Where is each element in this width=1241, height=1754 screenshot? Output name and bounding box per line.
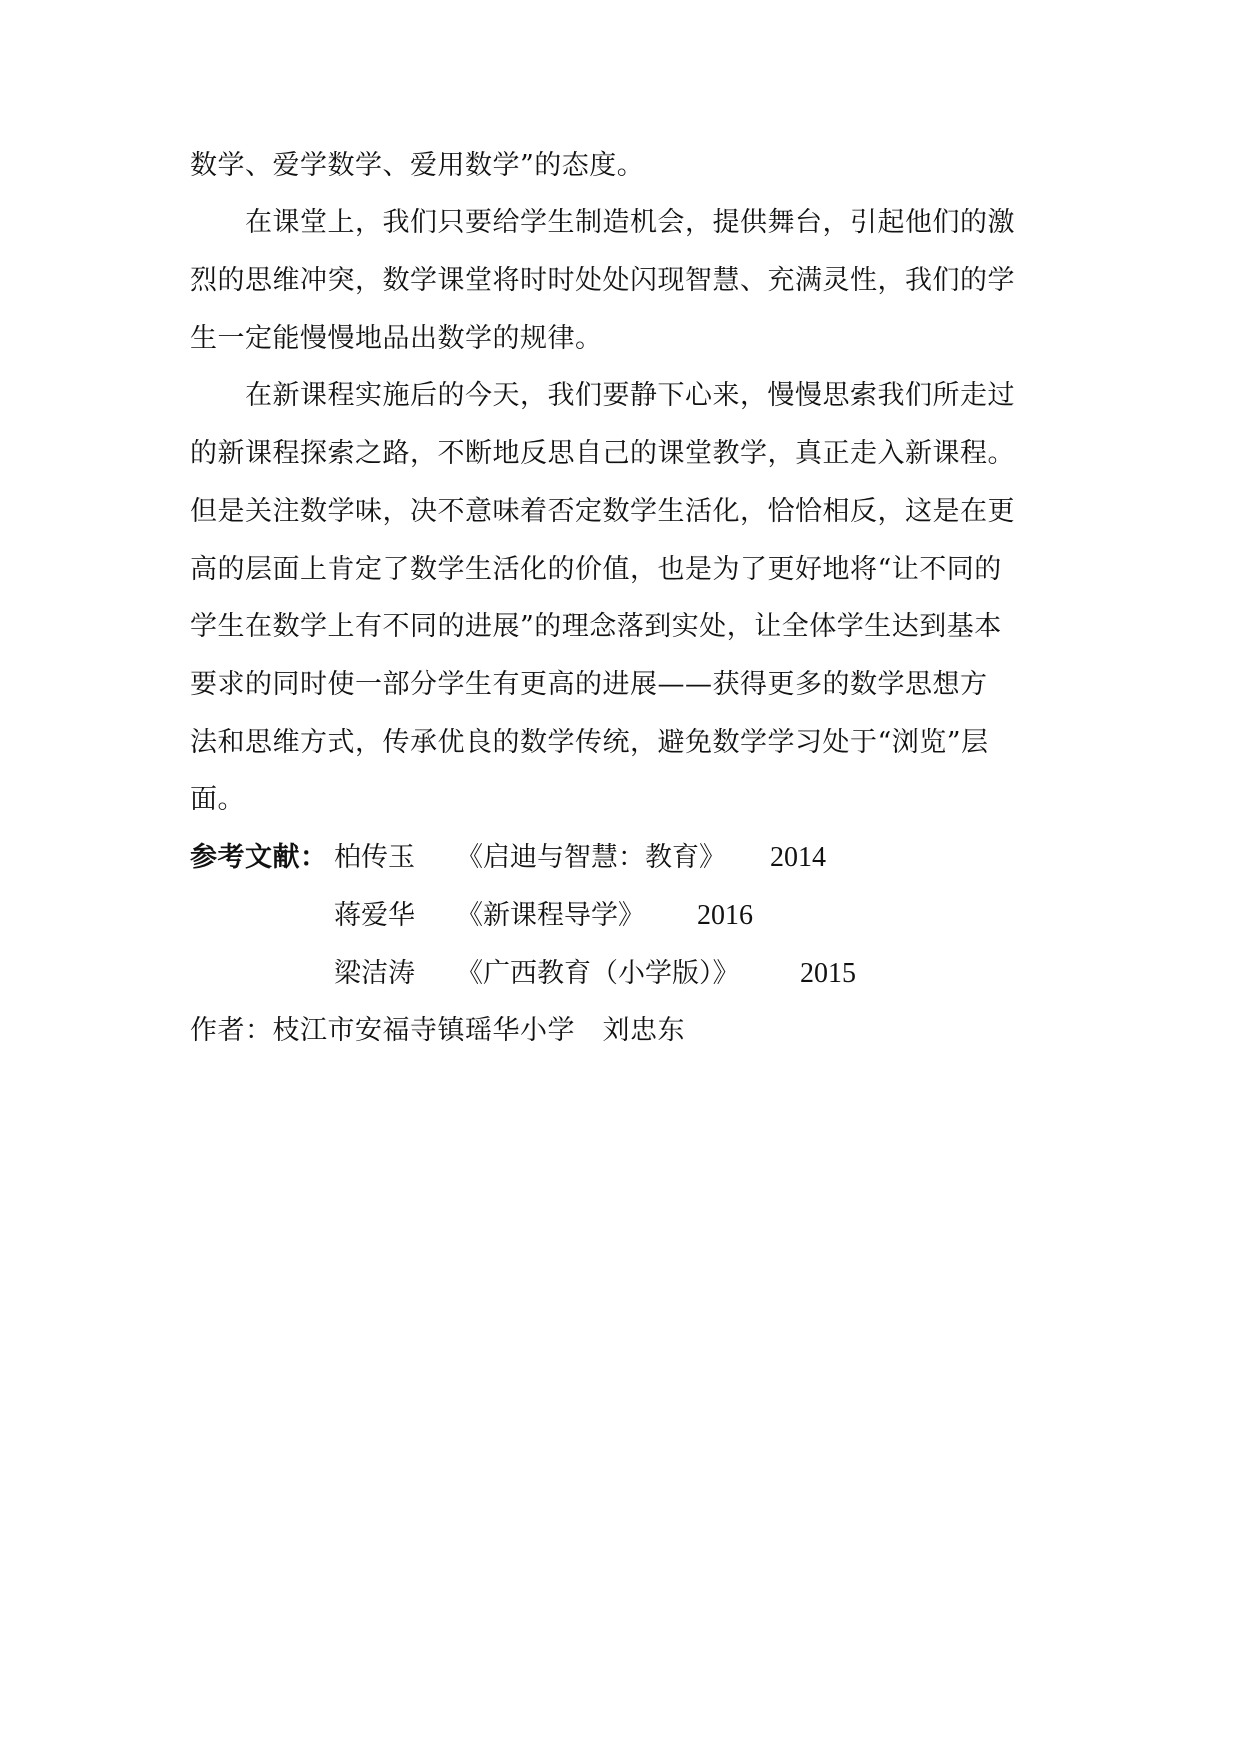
paragraph-line: 面。 bbox=[190, 784, 245, 815]
author-line: 作者：枝江市安福寺镇瑶华小学 刘忠东 bbox=[190, 1015, 685, 1046]
paragraph-line: 但是关注数学味，决不意味着否定数学生活化，恰恰相反，这是在更 bbox=[190, 496, 1015, 527]
paragraph-line: 烈的思维冲突，数学课堂将时时处处闪现智慧、充满灵性，我们的学 bbox=[190, 265, 1015, 296]
reference-item bbox=[0, 954, 1241, 994]
paragraph-line: 生一定能慢慢地品出数学的规律。 bbox=[190, 323, 603, 354]
reference-author: 梁洁涛 bbox=[334, 958, 415, 989]
references-label: 参考文献： bbox=[190, 842, 328, 873]
reference-author: 柏传玉 bbox=[334, 842, 415, 873]
paragraph-line: 在课堂上，我们只要给学生制造机会，提供舞台，引起他们的激 bbox=[245, 207, 1015, 238]
paragraph-line: 要求的同时使一部分学生有更高的进展——获得更多的数学思想方 bbox=[190, 669, 988, 700]
reference-year: 2016 bbox=[697, 900, 753, 931]
paragraph-line: 法和思维方式，传承优良的数学传统，避免数学学习处于“浏览”层 bbox=[190, 727, 989, 758]
reference-title: 《新课程导学》 bbox=[456, 900, 645, 931]
reference-year: 2014 bbox=[770, 842, 826, 873]
reference-item bbox=[0, 896, 1241, 936]
reference-item bbox=[0, 838, 1241, 878]
reference-title: 《广西教育（小学版）》 bbox=[456, 958, 740, 989]
reference-author: 蒋爱华 bbox=[334, 900, 415, 931]
paragraph-line: 学生在数学上有不同的进展”的理念落到实处，让全体学生达到基本 bbox=[190, 611, 1002, 642]
paragraph-line: 数学、爱学数学、爱用数学”的态度。 bbox=[190, 150, 645, 181]
reference-year: 2015 bbox=[800, 958, 856, 989]
paragraph-line: 在新课程实施后的今天，我们要静下心来，慢慢思索我们所走过 bbox=[245, 380, 1015, 411]
reference-title: 《启迪与智慧：教育》 bbox=[456, 842, 726, 873]
paragraph-line: 高的层面上肯定了数学生活化的价值，也是为了更好地将“让不同的 bbox=[190, 554, 1002, 585]
paragraph-line: 的新课程探索之路，不断地反思自己的课堂教学，真正走入新课程。 bbox=[190, 438, 1015, 469]
